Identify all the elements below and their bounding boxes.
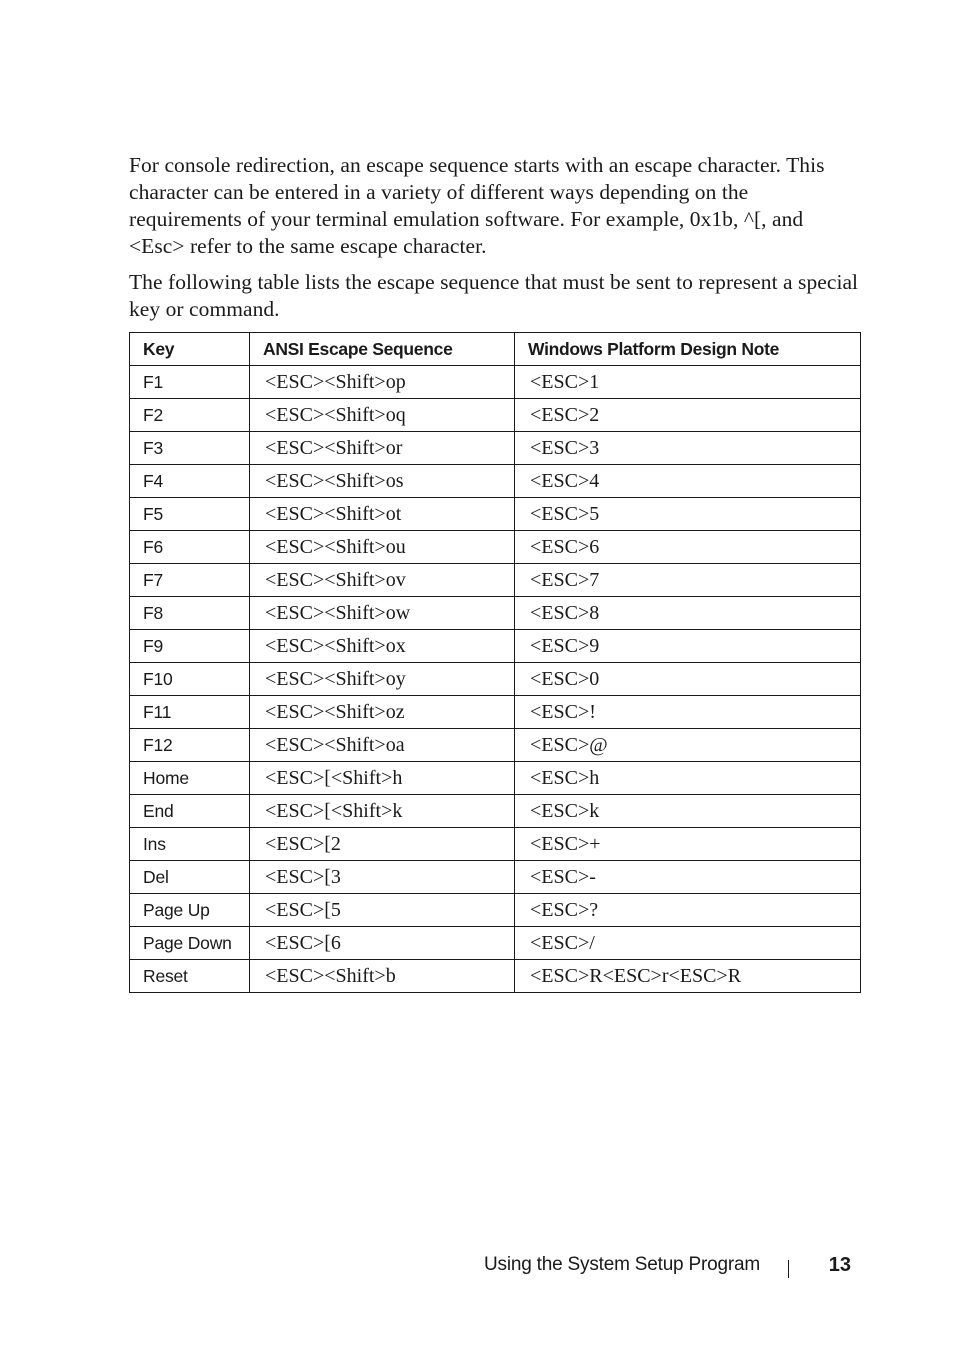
cell-windows-note: <ESC>/ [515,927,861,960]
cell-windows-note: <ESC>R<ESC>r<ESC>R [515,960,861,993]
cell-windows-note: <ESC>3 [515,432,861,465]
cell-key: Page Up [130,894,250,927]
cell-key: Ins [130,828,250,861]
header-key: Key [130,333,250,366]
cell-ansi-sequence: <ESC><Shift>b [250,960,515,993]
cell-key: F6 [130,531,250,564]
page-number: 13 [828,1254,851,1276]
intro-paragraph-1: For console redirection, an escape sequence starts with an escape character. This character can be entered in a variety of different ways depending on the requirements of your terminal emulation software. For example, 0x1b, ^[, and <Esc> refer to the same escape character. [129,153,825,258]
cell-windows-note: <ESC>0 [515,663,861,696]
cell-ansi-sequence: <ESC>[3 [250,861,515,894]
page-content [129,152,860,993]
table-row [130,465,861,498]
table-row [130,399,861,432]
table-row [130,960,861,993]
cell-windows-note: <ESC>7 [515,564,861,597]
cell-windows-note: <ESC>8 [515,597,861,630]
cell-ansi-sequence: <ESC>[<Shift>h [250,762,515,795]
cell-windows-note: <ESC>k [515,795,861,828]
cell-windows-note: <ESC>! [515,696,861,729]
cell-key: F12 [130,729,250,762]
cell-key: F5 [130,498,250,531]
cell-key: F11 [130,696,250,729]
cell-windows-note: <ESC>+ [515,828,861,861]
table-row [130,498,861,531]
cell-windows-note: <ESC>? [515,894,861,927]
cell-windows-note: <ESC>1 [515,366,861,399]
cell-ansi-sequence: <ESC>[6 [250,927,515,960]
footer-section-title: Using the System Setup Program [484,1254,760,1275]
cell-key: Home [130,762,250,795]
table-row [130,795,861,828]
cell-ansi-sequence: <ESC>[5 [250,894,515,927]
cell-key: Page Down [130,927,250,960]
cell-ansi-sequence: <ESC><Shift>ow [250,597,515,630]
cell-key: F3 [130,432,250,465]
cell-ansi-sequence: <ESC>[2 [250,828,515,861]
cell-key: F8 [130,597,250,630]
cell-windows-note: <ESC>9 [515,630,861,663]
cell-key: Reset [130,960,250,993]
escape-sequence-table [129,332,861,993]
table-row [130,894,861,927]
table-row [130,696,861,729]
cell-windows-note: <ESC>4 [515,465,861,498]
cell-windows-note: <ESC>@ [515,729,861,762]
table-row [130,564,861,597]
cell-ansi-sequence: <ESC><Shift>oq [250,399,515,432]
table-row [130,729,861,762]
cell-ansi-sequence: <ESC>[<Shift>k [250,795,515,828]
footer-separator [788,1260,789,1278]
cell-windows-note: <ESC>5 [515,498,861,531]
table-body [130,366,861,993]
cell-windows-note: <ESC>- [515,861,861,894]
cell-key: Del [130,861,250,894]
table-row [130,432,861,465]
table-row [130,531,861,564]
cell-windows-note: <ESC>h [515,762,861,795]
cell-ansi-sequence: <ESC><Shift>ox [250,630,515,663]
table-row [130,366,861,399]
table-row [130,597,861,630]
cell-ansi-sequence: <ESC><Shift>oa [250,729,515,762]
intro-paragraph-2: The following table lists the escape sequence that must be sent to represent a special key or command. [129,270,859,321]
cell-ansi-sequence: <ESC><Shift>oz [250,696,515,729]
header-windows-platform-design-note: Windows Platform Design Note [515,333,861,366]
cell-key: F1 [130,366,250,399]
table-row [130,828,861,861]
table-row [130,762,861,795]
header-ansi-escape-sequence: ANSI Escape Sequence [250,333,515,366]
cell-key: F7 [130,564,250,597]
table-row [130,663,861,696]
cell-ansi-sequence: <ESC><Shift>ou [250,531,515,564]
cell-key: F4 [130,465,250,498]
table-header-row [130,333,861,366]
cell-ansi-sequence: <ESC><Shift>op [250,366,515,399]
cell-ansi-sequence: <ESC><Shift>ov [250,564,515,597]
cell-ansi-sequence: <ESC><Shift>or [250,432,515,465]
table-row [130,927,861,960]
cell-key: F2 [130,399,250,432]
cell-windows-note: <ESC>2 [515,399,861,432]
cell-key: F10 [130,663,250,696]
cell-key: F9 [130,630,250,663]
cell-windows-note: <ESC>6 [515,531,861,564]
cell-ansi-sequence: <ESC><Shift>os [250,465,515,498]
cell-ansi-sequence: <ESC><Shift>ot [250,498,515,531]
table-row [130,630,861,663]
cell-key: End [130,795,250,828]
cell-ansi-sequence: <ESC><Shift>oy [250,663,515,696]
table-row [130,861,861,894]
